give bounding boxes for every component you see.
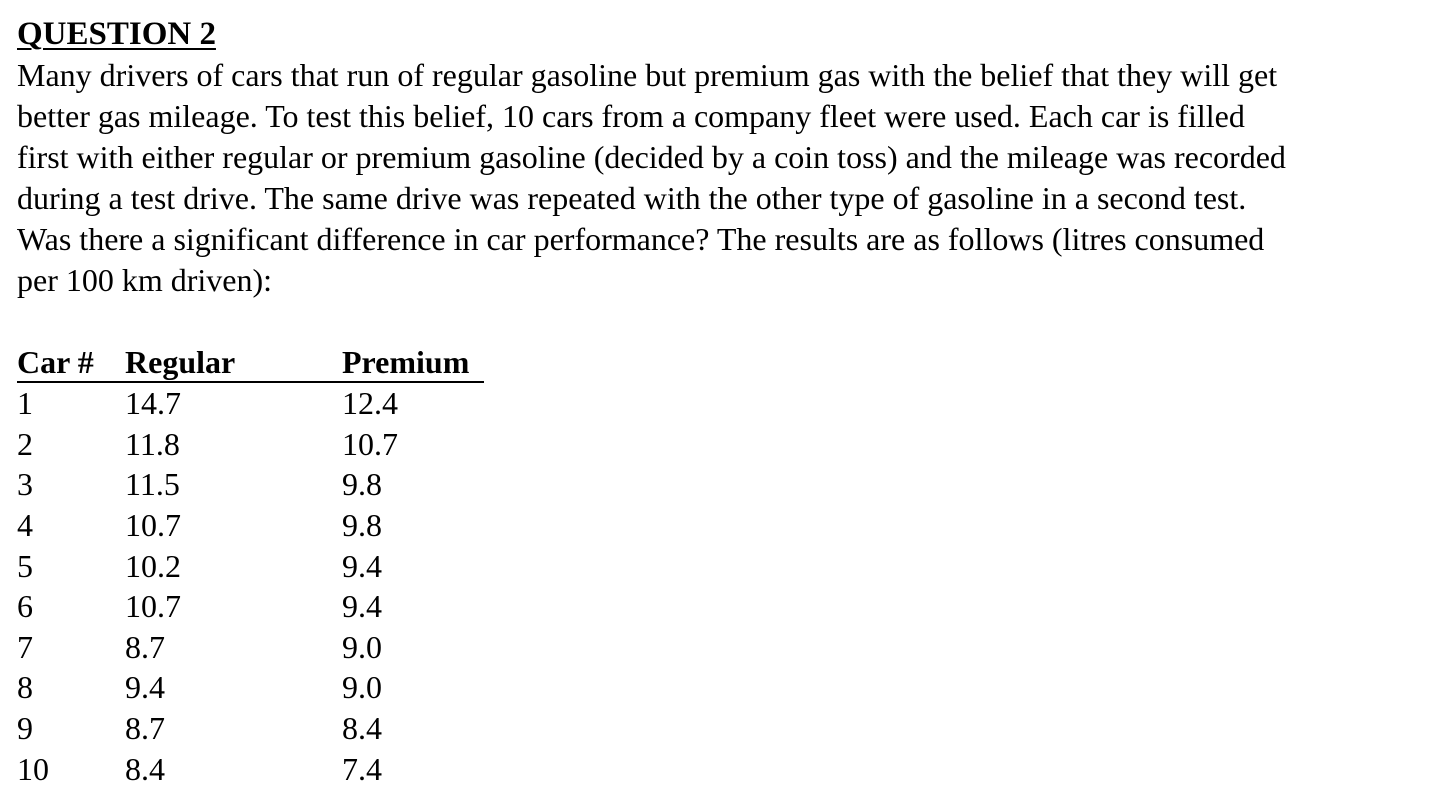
question-body-line: Was there a significant difference in car performance? The results are as follows (litres consumed (17, 221, 1265, 257)
cell-regular: 10.7 (125, 588, 181, 625)
table-row (17, 545, 484, 586)
table-row (17, 505, 484, 546)
question-body-line: Many drivers of cars that run of regular gasoline but premium gas with the belief that they will get (17, 57, 1278, 93)
cell-premium: 10.7 (342, 425, 398, 462)
question-title: QUESTION 2 (17, 16, 216, 52)
table-row (17, 382, 484, 424)
cell-car-number: 10 (17, 750, 49, 787)
cell-regular: 8.7 (125, 628, 165, 665)
cell-regular: 11.8 (125, 425, 180, 462)
question-body-line: per 100 km driven): (17, 262, 273, 298)
table-row (17, 708, 484, 749)
cell-premium: 9.8 (342, 507, 382, 544)
mileage-table (17, 340, 484, 789)
question-body (17, 55, 1402, 301)
cell-regular: 11.5 (125, 466, 180, 503)
cell-premium: 9.4 (342, 547, 382, 584)
cell-premium: 9.4 (342, 588, 382, 625)
table-row (17, 586, 484, 627)
cell-car-number: 3 (17, 466, 33, 503)
question-body-line: better gas mileage. To test this belief, 10 cars from a company fleet were used. Each car is filled (17, 98, 1245, 134)
header-premium: Premium (342, 340, 484, 382)
table-row (17, 464, 484, 505)
cell-regular: 8.4 (125, 750, 165, 787)
table-row (17, 627, 484, 668)
cell-regular: 14.7 (125, 385, 181, 422)
cell-car-number: 1 (17, 385, 33, 422)
cell-premium: 9.0 (342, 669, 382, 706)
cell-car-number: 6 (17, 588, 33, 625)
cell-regular: 8.7 (125, 710, 165, 747)
table-row (17, 424, 484, 465)
cell-premium: 9.0 (342, 628, 382, 665)
cell-regular: 10.7 (125, 507, 181, 544)
cell-premium: 7.4 (342, 750, 382, 787)
header-regular: Regular (125, 340, 342, 382)
document (17, 14, 1417, 301)
cell-car-number: 4 (17, 507, 33, 544)
table-row (17, 748, 484, 789)
cell-car-number: 9 (17, 710, 33, 747)
cell-car-number: 2 (17, 425, 33, 462)
table-header-row (17, 340, 484, 382)
cell-regular: 10.2 (125, 547, 181, 584)
header-car-number: Car # (17, 340, 125, 382)
cell-premium: 12.4 (342, 385, 398, 422)
question-body-line: first with either regular or premium gasoline (decided by a coin toss) and the mileage was recorded (17, 139, 1286, 175)
question-body-line: during a test drive. The same drive was repeated with the other type of gasoline in a second test. (17, 180, 1247, 216)
cell-premium: 8.4 (342, 710, 382, 747)
table-row (17, 667, 484, 708)
cell-premium: 9.8 (342, 466, 382, 503)
cell-car-number: 5 (17, 547, 33, 584)
cell-car-number: 8 (17, 669, 33, 706)
cell-regular: 9.4 (125, 669, 165, 706)
cell-car-number: 7 (17, 628, 33, 665)
